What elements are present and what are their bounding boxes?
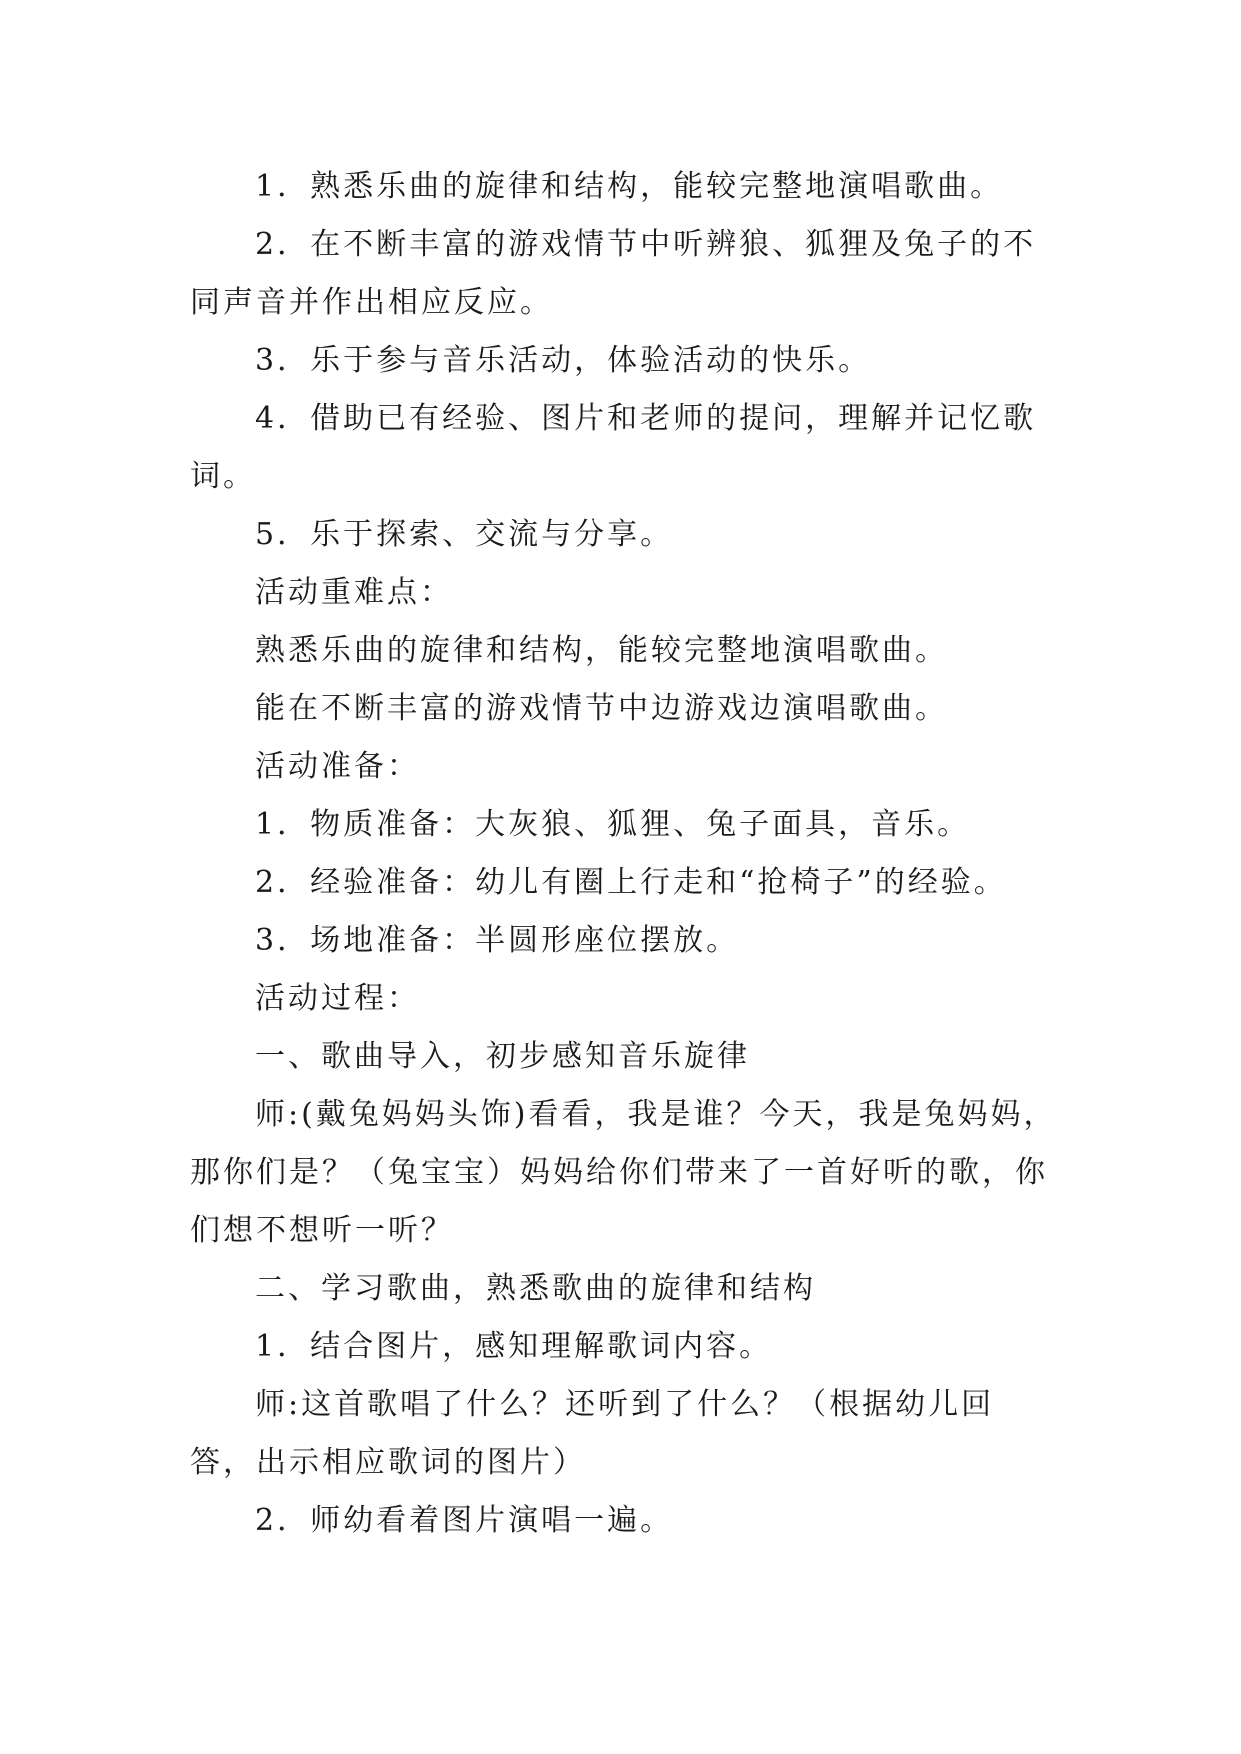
document-body (190, 158, 1060, 1550)
goal-item-1: 1．熟悉乐曲的旋律和结构，能较完整地演唱歌曲。 (255, 169, 1004, 204)
key-point-2: 能在不断丰富的游戏情节中边游戏边演唱歌曲。 (255, 691, 948, 726)
process-substep-2: 2．师幼看着图片演唱一遍。 (255, 1503, 674, 1538)
key-point-1: 熟悉乐曲的旋律和结构，能较完整地演唱歌曲。 (255, 633, 948, 668)
process-step-2-heading: 二、学习歌曲，熟悉歌曲的旋律和结构 (255, 1271, 816, 1306)
teacher-dialogue-1: 师:(戴兔妈妈头饰)看看，我是谁？今天，我是兔妈妈，那你们是？（兔宝宝）妈妈给你们带来了一首好听的歌，你们想不想听一听？ (190, 1097, 1057, 1248)
goal-item-5: 5．乐于探索、交流与分享。 (255, 517, 674, 552)
preparation-item-3: 3．场地准备：半圆形座位摆放。 (255, 923, 740, 958)
teacher-dialogue-2: 师:这首歌唱了什么？还听到了什么？（根据幼儿回答，出示相应歌词的图片） (190, 1387, 995, 1480)
section-heading-key-points: 活动重难点： (255, 575, 453, 610)
section-heading-process: 活动过程： (255, 981, 420, 1016)
section-heading-preparation: 活动准备： (255, 749, 420, 784)
process-step-1-heading: 一、歌曲导入，初步感知音乐旋律 (255, 1039, 750, 1074)
process-substep-1: 1．结合图片，感知理解歌词内容。 (255, 1329, 773, 1364)
goal-item-4: 4．借助已有经验、图片和老师的提问，理解并记忆歌词。 (190, 401, 1037, 494)
goal-item-3: 3．乐于参与音乐活动，体验活动的快乐。 (255, 343, 872, 378)
preparation-item-1: 1．物质准备：大灰狼、狐狸、兔子面具，音乐。 (255, 807, 971, 842)
goal-item-2: 2．在不断丰富的游戏情节中听辨狼、狐狸及兔子的不同声音并作出相应反应。 (190, 227, 1037, 320)
preparation-item-2: 2．经验准备：幼儿有圈上行走和“抢椅子”的经验。 (255, 865, 1007, 900)
